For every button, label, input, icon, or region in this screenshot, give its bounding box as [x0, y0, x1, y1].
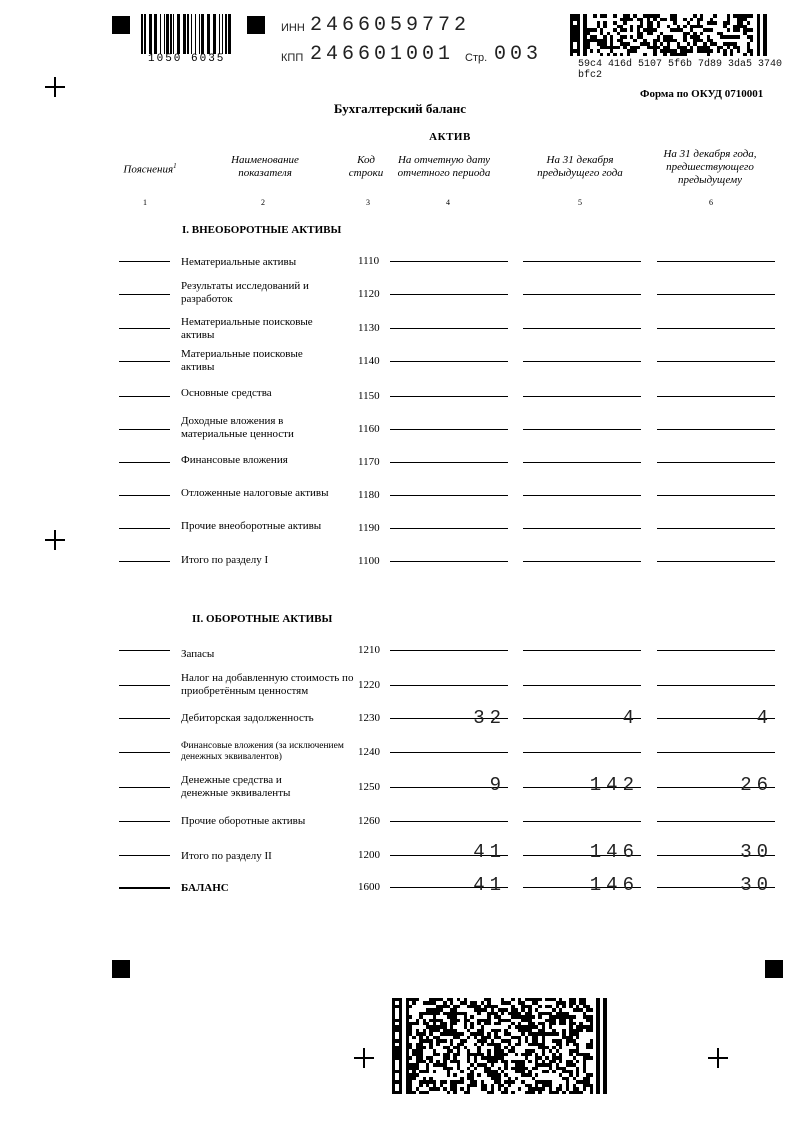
value-line — [390, 361, 508, 362]
row-label: БАЛАНС — [181, 882, 229, 894]
value-prev-prev-year: 26 — [740, 774, 773, 796]
notes-line — [119, 528, 170, 529]
notes-line — [119, 396, 170, 397]
row-label: Итого по разделу I — [181, 554, 269, 566]
row-code: 1190 — [358, 522, 380, 534]
column-number: 3 — [366, 198, 370, 207]
crosshair-mark — [45, 530, 65, 550]
row-label: Отложенные налоговые активы — [181, 487, 329, 499]
value-line — [390, 462, 508, 463]
registration-square-bottom-right — [765, 960, 783, 978]
value-prev-prev-year: 30 — [740, 841, 773, 863]
value-line — [390, 396, 508, 397]
page-label: Стр. — [465, 52, 488, 64]
row-label: Нематериальные поисковые активы — [181, 316, 313, 341]
row-label: Материальные поисковые активы — [181, 348, 303, 373]
notes-line — [119, 261, 170, 262]
value-line — [390, 752, 508, 753]
value-line — [523, 328, 641, 329]
value-line — [657, 752, 775, 753]
column-header-prev-year: На 31 декабря предыдущего года — [537, 154, 623, 179]
row-code: 1200 — [358, 849, 380, 861]
row-label: Налог на добавленную стоимость по приобретённым ценностям — [181, 672, 354, 697]
value-line — [390, 261, 508, 262]
value-line — [657, 650, 775, 651]
barcode-2d-bottom — [392, 998, 610, 1094]
row-label: Дебиторская задолженность — [181, 712, 314, 724]
form-title: Бухгалтерский баланс — [333, 101, 467, 116]
row-code: 1240 — [358, 746, 380, 758]
value-prev-prev-year: 30 — [740, 874, 773, 896]
row-code: 1160 — [358, 423, 380, 435]
value-line — [390, 650, 508, 651]
kpp-label: КПП — [281, 52, 304, 64]
value-line — [390, 294, 508, 295]
notes-line — [119, 855, 170, 856]
document-hash: 59c4 416d 5107 5f6b 7d89 3da5 3740 bfc2 — [578, 59, 783, 81]
row-label: Запасы — [181, 648, 215, 660]
row-label: Прочие внеоборотные активы — [181, 520, 322, 532]
page-value: 003 — [494, 43, 543, 66]
row-code: 1110 — [358, 255, 380, 267]
notes-line — [119, 561, 170, 562]
row-code: 1140 — [358, 355, 380, 367]
row-code: 1180 — [358, 489, 380, 501]
value-line — [657, 429, 775, 430]
kpp-value: 246601001 — [310, 43, 455, 66]
value-line — [523, 821, 641, 822]
value-line — [523, 294, 641, 295]
column-header-name: Наименование показателя — [231, 154, 299, 179]
notes-line — [119, 685, 170, 686]
notes-line — [119, 294, 170, 295]
value-line — [657, 495, 775, 496]
row-code: 1150 — [358, 390, 380, 402]
barcode-number: 1050 6035 — [148, 53, 226, 65]
value-current-period: 9 — [489, 774, 506, 796]
row-code: 1260 — [358, 815, 380, 827]
row-label: Итого по разделу II — [181, 850, 272, 862]
crosshair-mark — [45, 77, 65, 97]
value-line — [523, 752, 641, 753]
barcode-linear — [141, 14, 233, 54]
crosshair-mark — [354, 1048, 374, 1068]
value-line — [657, 294, 775, 295]
value-line — [523, 495, 641, 496]
barcode-2d-top — [570, 14, 770, 56]
inn-value: 2466059772 — [310, 14, 471, 37]
column-number: 4 — [446, 198, 450, 207]
value-line — [523, 396, 641, 397]
value-line — [657, 361, 775, 362]
value-line — [523, 462, 641, 463]
value-line — [523, 685, 641, 686]
section-title-current: II. ОБОРОТНЫЕ АКТИВЫ — [192, 613, 333, 625]
form-subtitle: АКТИВ — [429, 131, 471, 143]
notes-line — [119, 787, 170, 788]
inn-label: ИНН — [281, 22, 305, 34]
row-label: Нематериальные активы — [181, 256, 297, 268]
row-label: Доходные вложения в материальные ценности — [181, 415, 294, 440]
okud-code: Форма по ОКУД 0710001 — [640, 88, 764, 100]
notes-line — [119, 650, 170, 651]
value-line — [390, 528, 508, 529]
row-label: Прочие оборотные активы — [181, 815, 306, 827]
value-prev-year: 142 — [589, 774, 639, 796]
value-line — [657, 821, 775, 822]
value-line — [523, 261, 641, 262]
notes-line — [119, 718, 170, 719]
column-header-code: Код строки — [348, 154, 384, 179]
value-line — [390, 685, 508, 686]
value-current-period: 41 — [473, 874, 506, 896]
notes-line — [119, 887, 170, 889]
row-label: Денежные средства и денежные эквиваленты — [181, 774, 291, 799]
value-line — [657, 685, 775, 686]
row-code: 1230 — [358, 712, 380, 724]
value-line — [523, 561, 641, 562]
value-line — [390, 328, 508, 329]
value-line — [657, 462, 775, 463]
value-line — [523, 361, 641, 362]
value-line — [390, 561, 508, 562]
value-line — [657, 328, 775, 329]
value-line — [390, 495, 508, 496]
value-line — [657, 396, 775, 397]
registration-square-top-left — [112, 16, 130, 34]
row-code: 1210 — [358, 644, 380, 656]
column-header-notes: Пояснения$^1$ — [123, 162, 177, 176]
row-code: 1130 — [358, 322, 380, 334]
column-number: 1 — [143, 198, 147, 207]
value-line — [657, 261, 775, 262]
value-line — [523, 650, 641, 651]
registration-square-top-mid — [247, 16, 265, 34]
row-label: Результаты исследований и разработок — [181, 280, 309, 305]
column-number: 5 — [578, 198, 582, 207]
notes-line — [119, 328, 170, 329]
value-line — [390, 821, 508, 822]
column-number: 2 — [261, 198, 265, 207]
row-code: 1250 — [358, 781, 380, 793]
column-header-period: На отчетную дату отчетного периода — [397, 154, 491, 179]
notes-line — [119, 495, 170, 496]
value-current-period: 41 — [473, 841, 506, 863]
section-title-noncurrent: I. ВНЕОБОРОТНЫЕ АКТИВЫ — [182, 224, 342, 236]
value-line — [523, 429, 641, 430]
row-label: Основные средства — [181, 387, 272, 399]
notes-line — [119, 752, 170, 753]
row-code: 1170 — [358, 456, 380, 468]
value-line — [523, 528, 641, 529]
notes-line — [119, 462, 170, 463]
column-header-prev-prev-year: На 31 декабря года, предшествующего предыдущему — [663, 148, 757, 186]
notes-line — [119, 429, 170, 430]
value-line — [390, 429, 508, 430]
value-prev-year: 146 — [589, 874, 639, 896]
value-prev-year: 4 — [622, 707, 639, 729]
value-prev-prev-year: 4 — [756, 707, 773, 729]
value-current-period: 32 — [473, 707, 506, 729]
value-prev-year: 146 — [589, 841, 639, 863]
row-code: 1220 — [358, 679, 380, 691]
notes-line — [119, 821, 170, 822]
row-label: Финансовые вложения — [181, 454, 288, 466]
row-label: Финансовые вложения (за исключением денежных эквивалентов) — [181, 741, 344, 762]
crosshair-mark — [708, 1048, 728, 1068]
row-code: 1100 — [358, 555, 380, 567]
notes-line — [119, 361, 170, 362]
registration-square-bottom-left — [112, 960, 130, 978]
value-line — [657, 561, 775, 562]
row-code: 1120 — [358, 288, 380, 300]
column-number: 6 — [709, 198, 713, 207]
value-line — [657, 528, 775, 529]
row-code: 1600 — [358, 881, 380, 893]
